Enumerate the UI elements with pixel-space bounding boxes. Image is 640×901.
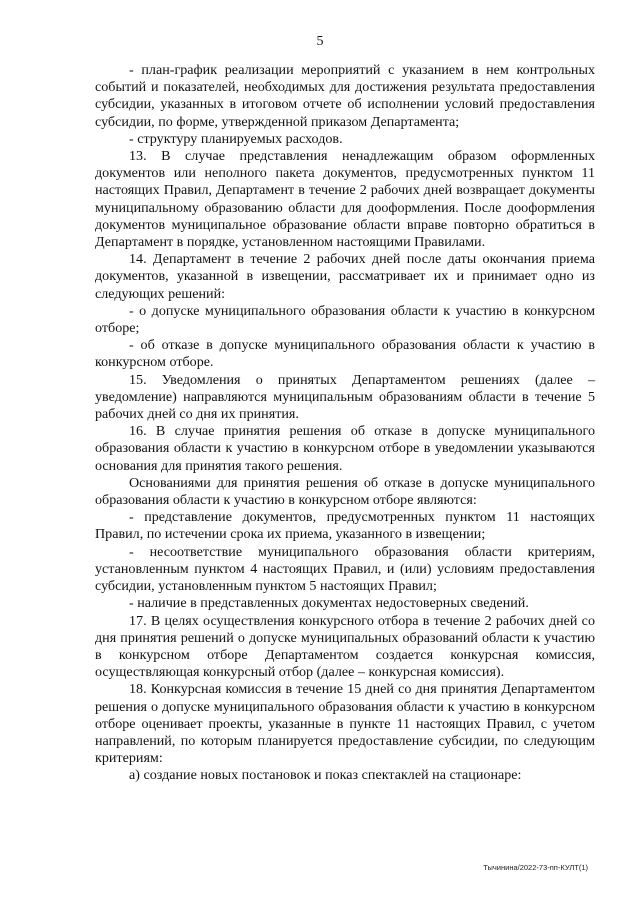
paragraph-refusal-grounds: Основаниями для принятия решения об отказе в допуске муниципального образования области к участию в конкурсном отборе являются: [95,474,595,509]
paragraph-item-14: 14. Департамент в течение 2 рабочих дней после даты окончания приема документов, указанной в извещении, рассматривает их и принимает одно из следующих решений: [95,251,595,302]
paragraph-item-17: 17. В целях осуществления конкурсного отбора в течение 2 рабочих дней со дня принятия решений о допуске муниципальных образований области к участию в конкурсном отборе Департаментом создается конкурсная комиссия, осуществляющая конкурсный отбор (далее – конкурсная комиссия). [95,612,595,681]
paragraph-refusal-decision: - об отказе в допуске муниципального образования области к участию в конкурсном отборе. [95,337,595,371]
page-number: 5 [316,34,324,49]
paragraph-item-18: 18. Конкурсная комиссия в течение 15 дней со дня принятия Департаментом решения о допуске муниципального образования области к участию в конкурсном отборе оценивает проекты, указанные в пункте 11 настоящих Правил, с учетом направлений, по которым планируется предоставление субсидии, по следующим критериям: [95,681,595,767]
document-footer: Тычинина/2022-73-пп-КУЛТ(1) [483,863,588,872]
document-body [95,62,595,785]
paragraph-item-15: 15. Уведомления о принятых Департаментом решениях (далее – уведомление) направляются муниципальным образованиям области в течение 5 рабочих дней со дня их принятия. [95,371,595,423]
paragraph-admission-decision: - о допуске муниципального образования области к участию в конкурсном отборе; [95,302,595,337]
paragraph-late-submission: - представление документов, предусмотренных пунктом 11 настоящих Правил, по истечении срока их приема, указанного в извещении; [95,509,595,543]
paragraph-item-16: 16. В случае принятия решения об отказе в допуске муниципального образования области к участию в конкурсном отборе в уведомлении указываются основания для принятия такого решения. [95,423,595,474]
paragraph-plan-schedule: - план-график реализации мероприятий с указанием в нем контрольных событий и показателей, необходимых для достижения результата предоставления субсидии, указанных в итоговом отчете об исполнении условий предоставления субсидии, по форме, утвержденной приказом Департамента; [95,62,595,130]
paragraph-criterion-a: а) создание новых постановок и показ спектаклей на стационаре: [129,767,522,784]
paragraph-criteria-mismatch: - несоответствие муниципального образования области критериям, установленным пунктом 4 настоящих Правил, и (или) условиям предоставления субсидии, установленным пунктом 5 настоящих Правил; [95,543,595,595]
paragraph-item-13: 13. В случае представления ненадлежащим образом оформленных документов или неполного пакета документов, предусмотренных пунктом 11 настоящих Правил, Департамент в течение 2 рабочих дней возвращает документы муниципальному образованию области для дооформления. После дооформления документов муниципальное образование области вправе повторно обратиться в Департамент в порядке, установленном настоящими Правилами. [95,148,595,251]
paragraph-expense-structure: - структуру планируемых расходов. [129,130,343,147]
paragraph-false-information: - наличие в представленных документах недостоверных сведений. [129,595,529,612]
